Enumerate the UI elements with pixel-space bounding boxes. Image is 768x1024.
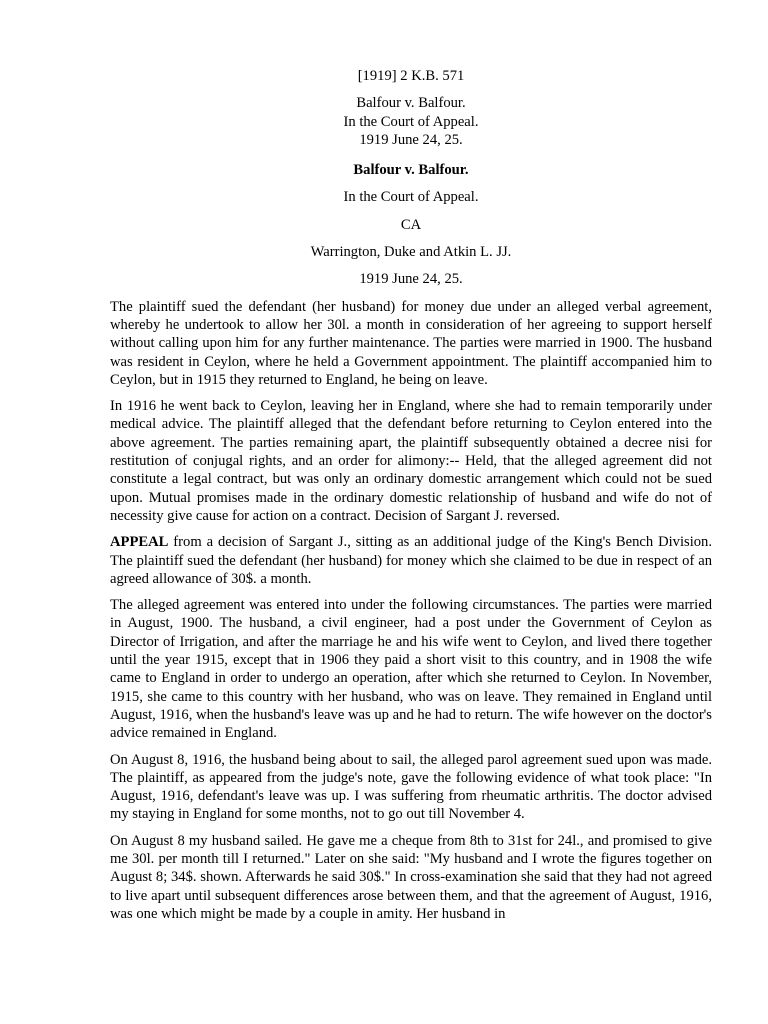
header-dates: 1919 June 24, 25.	[359, 131, 463, 148]
citation: [1919] 2 K.B. 571	[357, 68, 465, 84]
headnote-paragraph-1: The plaintiff sued the defendant (her husband) for money due under an alleged verbal agreement, whereby he undertook to allow her 30l. a month in consideration of her agreeing to support herself without calling upon him for any further maintenance. The parties were married in 1900. The husband was resident in Ceylon, where he held a Government appointment. The plaintiff accompanied him to Ceylon, but in 1915 they returned to England, he being on leave.	[110, 298, 712, 388]
appeal-lead: APPEAL	[110, 534, 169, 551]
appeal-paragraph	[110, 533, 712, 588]
header-court: In the Court of Appeal.	[343, 113, 479, 130]
judges: Warrington, Duke and Atkin L. JJ.	[310, 244, 512, 261]
appeal-text: from a decision of Sargant J., sitting as an additional judge of the King's Bench Division. The plaintiff sued the defendant (her husband) for money which she claimed to be due in respect of an agreed allowance of 30$. a month.	[110, 534, 712, 587]
header-case-name: Balfour v. Balfour.	[356, 95, 466, 112]
case-title: Balfour v. Balfour.	[353, 162, 469, 179]
court-code: CA	[400, 216, 422, 233]
facts-paragraph-3: On August 8 my husband sailed. He gave me a cheque from 8th to 31st for 24l., and promised to give me 30l. per month till I returned." Later on she said: "My husband and I wrote the figures together on August 8; 34$. shown. Afterwards he said 30$." In cross-examination she said that they had not agreed to live apart until subsequent differences arose between them, and that the agreement of August, 1916, was one which might be made by a couple in amity. Her husband in	[110, 832, 712, 922]
court: In the Court of Appeal.	[343, 189, 479, 206]
headnote-paragraph-2: In 1916 he went back to Ceylon, leaving her in England, where she had to remain temporarily under medical advice. The plaintiff alleged that the defendant before returning to Ceylon entered into the above agreement. The parties remaining apart, the plaintiff subsequently obtained a decree nisi for restitution of conjugal rights, and an order for alimony:-- Held, that the alleged agreement did not constitute a legal contract, but was only an ordinary domestic arrangement which could not be sued upon. Mutual promises made in the ordinary domestic relationship of husband and wife do not of necessity give cause for action on a contract. Decision of Sargant J. reversed.	[110, 398, 712, 524]
header-block	[110, 94, 712, 149]
facts-paragraph-1: The alleged agreement was entered into under the following circumstances. The parties were married in August, 1900. The husband, a civil engineer, had a post under the Government of Ceylon as Director of Irrigation, and after the marriage he and his wife went to Ceylon, and lived there together until the year 1915, except that in 1906 they paid a short visit to this country, and in 1908 the wife came to England in order to undergo an operation, after which she returned to Ceylon. In November, 1915, she came to this country with her husband, who was on leave. They remained in England until August, 1916, when the husband's leave was up and he had to return. The wife however on the doctor's advice remained in England.	[110, 597, 712, 742]
hearing-dates: 1919 June 24, 25.	[359, 271, 463, 288]
facts-paragraph-2: On August 8, 1916, the husband being about to sail, the alleged parol agreement sued upon was made. The plaintiff, as appeared from the judge's note, gave the following evidence of what took place: "In August, 1916, defendant's leave was up. I was suffering from rheumatic arthritis. The doctor advised my staying in England for some months, not to go out till November 4.	[110, 751, 712, 823]
